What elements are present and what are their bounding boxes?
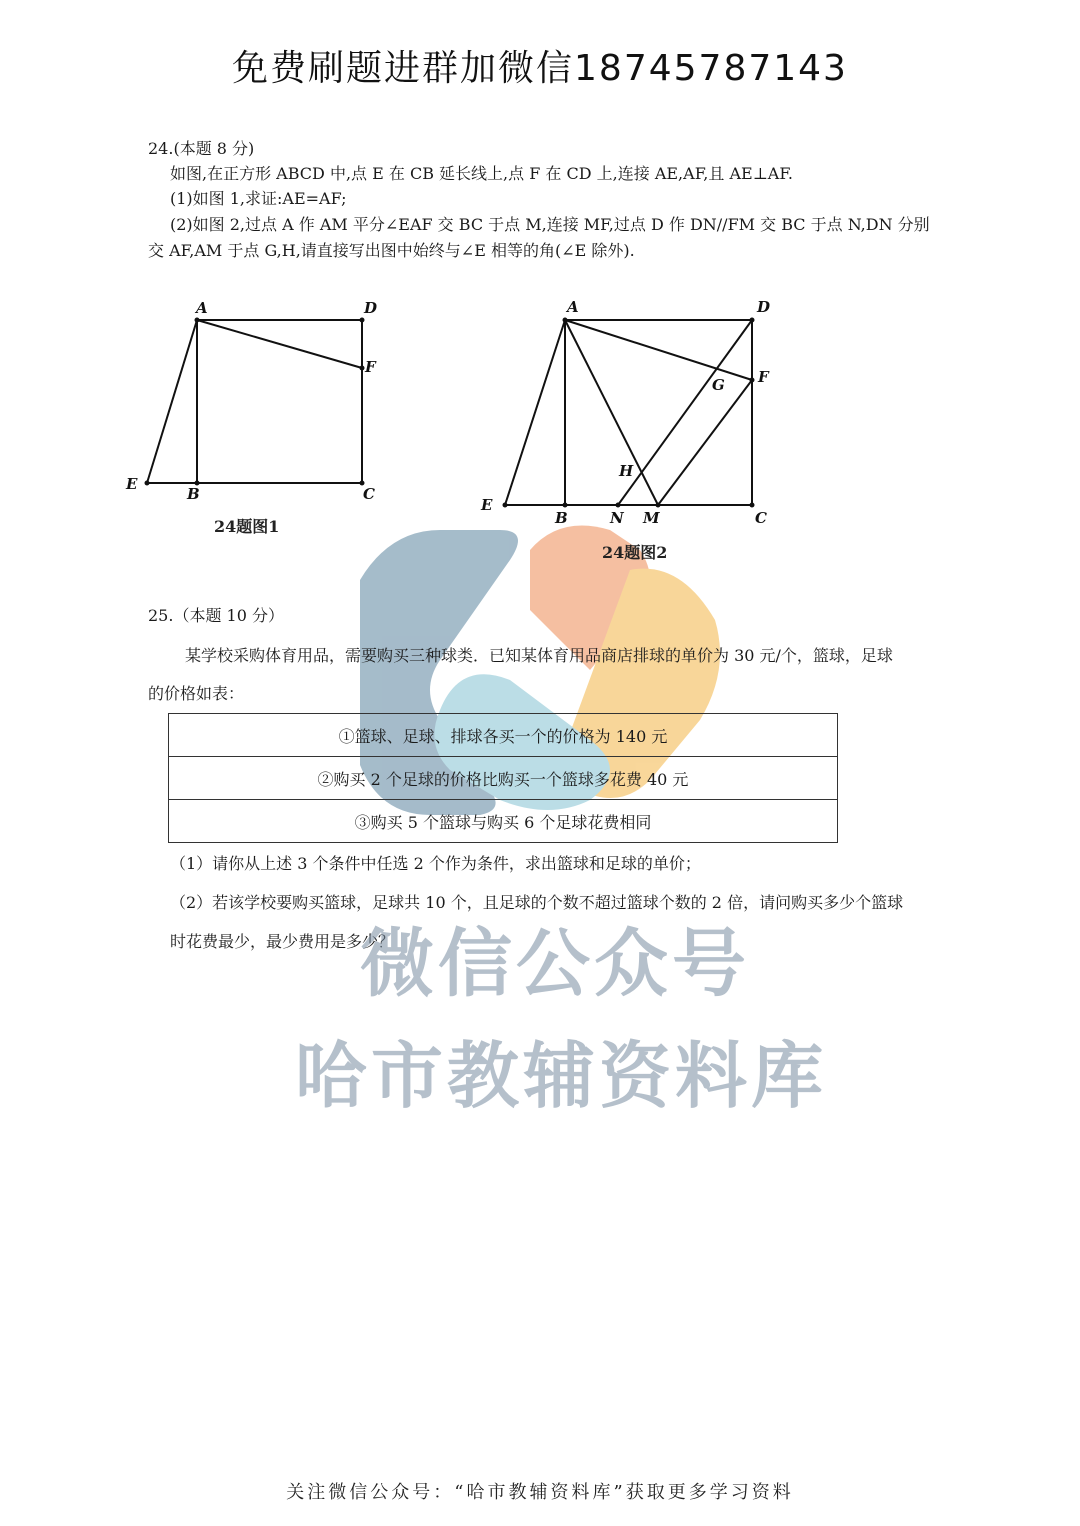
q24-figure-1 [120,295,390,510]
watermark-text-line1: 微信公众号 [360,921,750,1007]
fig2-label-g: G [712,376,725,394]
q25-stem-line1: 某学校采购体育用品，需要购买三种球类．已知某体育用品商店排球的单价为 30 元/个，篮球，足球 [185,646,893,665]
fig2-label-a: A [567,298,579,316]
q24-stem: 如图,在正方形 ABCD 中,点 E 在 CB 延长线上,点 F 在 CD 上,连接 AE,AF,且 AE⊥AF. [170,164,794,183]
q25-part1: （1）请你从上述 3 个条件中任选 2 个作为条件，求出篮球和足球的单价； [170,854,701,873]
fig2-segment-af [565,320,752,380]
q24-figure-2-caption: 24题图2 [602,543,668,562]
table-row [169,714,838,757]
fig1-segment-af [197,320,362,368]
q24-heading: 24.(本题 8 分) [148,139,255,158]
table-row [169,757,838,800]
fig2-label-h: H [619,462,634,480]
fig2-label-c: C [755,509,767,527]
q24-figure-1-caption: 24题图1 [214,517,280,536]
fig2-point-c [750,503,755,508]
fig2-point-m [656,503,661,508]
fig2-label-n: N [610,509,624,527]
fig2-segment-ae [505,320,565,505]
fig1-label-e: E [126,475,138,493]
fig1-point-a [195,318,200,323]
fig1-label-c: C [363,485,375,503]
fig2-segment-dn [618,320,752,505]
fig1-label-d: D [364,299,378,317]
fig2-label-e: E [481,496,493,514]
table-row [169,800,838,843]
table-cell: ③购买 5 个篮球与购买 6 个足球花费相同 [169,800,838,843]
fig2-point-d [750,318,755,323]
fig2-segment-am [565,320,658,505]
fig1-label-f: F [365,358,376,376]
fig2-point-b [563,503,568,508]
fig1-point-d [360,318,365,323]
fig2-point-e [503,503,508,508]
q25-part2-line1: （2）若该学校要购买篮球，足球共 10 个，且足球的个数不超过篮球个数的 2 倍，请问购买多少个篮球 [170,893,904,912]
q24-figure-2 [475,290,785,535]
table-cell: ①篮球、足球、排球各买一个的价格为 140 元 [169,714,838,757]
watermark-text-line2: 哈市教辅资料库 [295,1034,828,1118]
q24-part2-line2: 交 AF,AM 于点 G,H,请直接写出图中始终与∠E 相等的角(∠E 除外). [148,241,635,260]
fig2-point-a [563,318,568,323]
fig1-segment-ae [147,320,197,483]
table-cell: ②购买 2 个足球的价格比购买一个篮球多花费 40 元 [169,757,838,800]
fig1-label-a: A [196,299,208,317]
fig1-point-f [360,366,365,371]
q25-heading: 25.（本题 10 分） [148,606,284,625]
fig2-point-n [616,503,621,508]
fig2-label-f: F [758,368,769,386]
q25-stem-line2: 的价格如表： [148,684,245,703]
fig2-label-b: B [555,509,568,527]
fig1-label-b: B [187,485,200,503]
fig2-point-f [750,378,755,383]
fig1-point-e [145,481,150,486]
fig2-label-d: D [757,298,771,316]
fig2-label-m: M [643,509,660,527]
q25-part2-line2: 时花费最少，最少费用是多少？ [170,932,395,951]
page-header-title: 免费刷题进群加微信18745787143 [232,48,848,89]
q24-part2-line1: (2)如图 2,过点 A 作 AM 平分∠EAF 交 BC 于点 M,连接 MF,过点 D 作 DN//FM 交 BC 于点 N,DN 分别 [170,215,930,234]
q25-conditions-table [168,713,838,843]
fig2-segment-mf [658,380,752,505]
page-footer: 关注微信公众号：“哈市教辅资料库”获取更多学习资料 [286,1482,794,1503]
q24-part1: (1)如图 1,求证:AE=AF; [170,189,347,208]
